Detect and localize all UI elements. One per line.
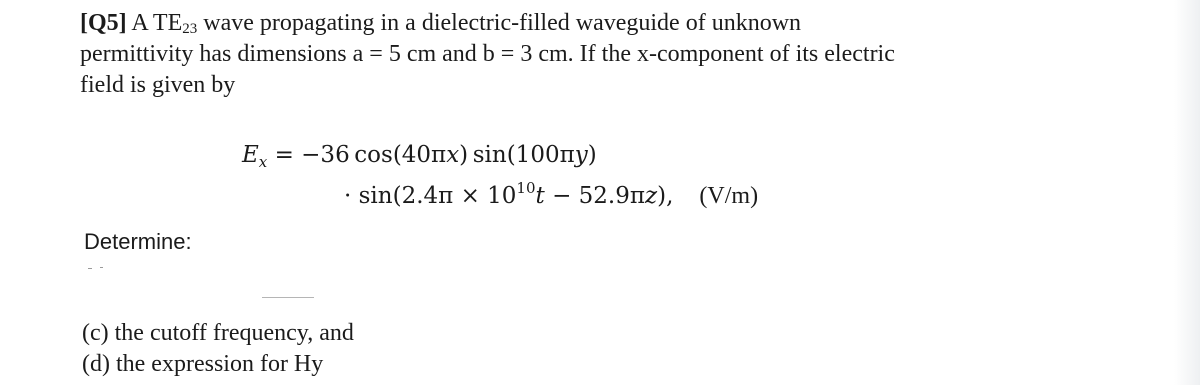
equation-line-2-start: · sin(2.4π × 10 (344, 183, 517, 209)
equation-line-2 (344, 179, 759, 210)
equation-line-2-end: ), (657, 183, 674, 209)
x-variable: x (446, 142, 460, 168)
question-line-2: permittivity has dimensions a = 5 cm and b = 3 cm. If the x-component of its electric (80, 41, 895, 67)
page-edge-shadow (1174, 0, 1200, 385)
cropped-text-fragment (100, 267, 103, 268)
y-variable: y (574, 142, 588, 168)
equation-line-1 (242, 142, 597, 171)
equation-line-2-middle: − 52.9π (544, 183, 645, 209)
z-variable: z (645, 183, 658, 209)
field-symbol: E (242, 142, 259, 168)
cropped-text-fragment (262, 297, 314, 298)
field-subscript: x (258, 153, 268, 171)
equation-line-1-body: = −36 cos(40π (267, 142, 447, 168)
part-d: (d) the expression for Hy (82, 351, 324, 377)
question-line-1 (80, 8, 1080, 39)
question-line-1-end: wave propagating in a dielectric-filled waveguide of unknown (197, 10, 802, 36)
part-c: (c) the cutoff frequency, and (82, 320, 354, 346)
question-number: [Q5] (80, 10, 127, 36)
question-line-1-start: A TE (126, 10, 183, 36)
exponent: 10 (516, 179, 536, 197)
question-parts (82, 318, 354, 380)
question-line-3: field is given by (80, 72, 236, 98)
t-variable: t (535, 183, 545, 209)
determine-label: Determine: (84, 229, 192, 254)
units-label: (V/m) (699, 183, 759, 209)
equation-line-1-middle: ) sin(100π (459, 142, 575, 168)
cropped-text-fragment (88, 268, 92, 269)
equation-line-1-close: ) (587, 142, 597, 168)
question-text (80, 8, 1080, 101)
mode-subscript: 23 (182, 21, 198, 37)
